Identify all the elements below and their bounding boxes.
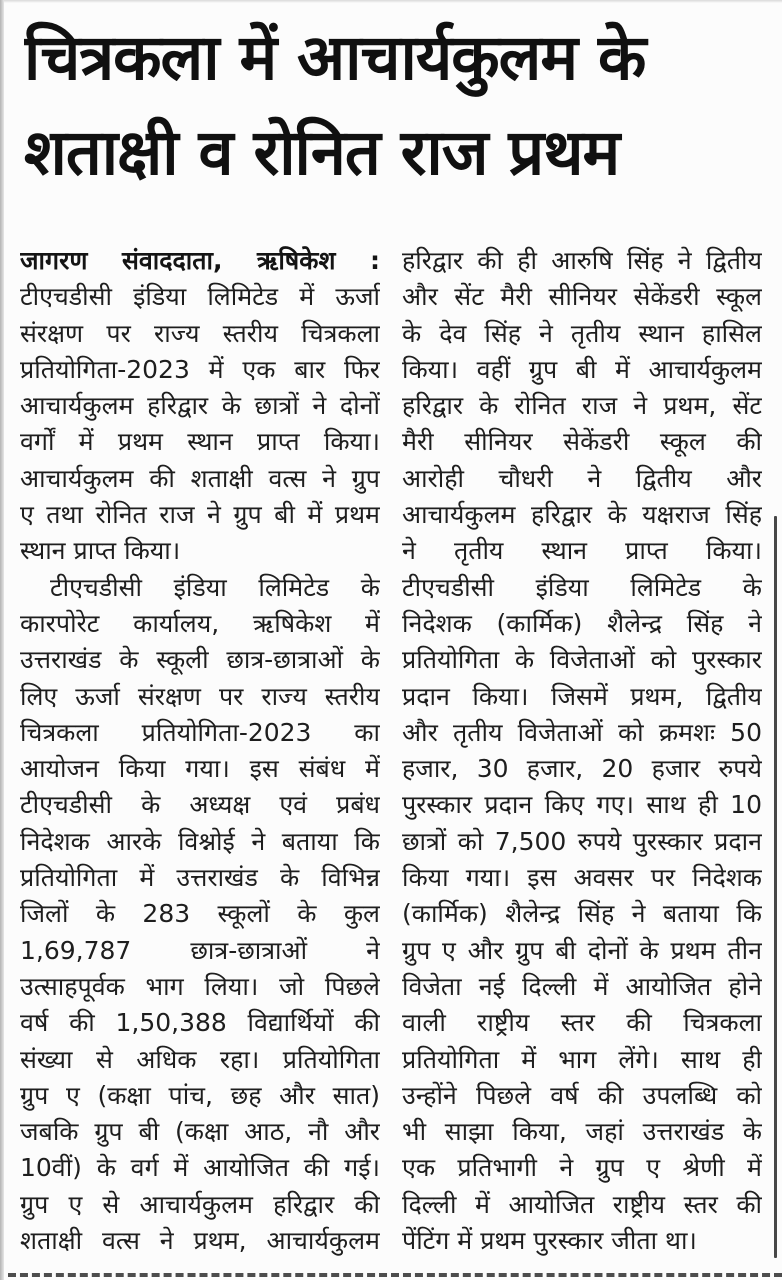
article-line: टीएचडीसी के अध्यक्ष एवं प्रबंध xyxy=(20,790,380,820)
article-line: के देव सिंह ने तृतीय स्थान हासिल xyxy=(402,318,762,348)
article-line: भी साझा किया, जहां उत्तराखंड के xyxy=(402,1117,762,1147)
scan-edge-top xyxy=(0,0,782,3)
article-line: आचार्यकुलम हरिद्वार के यक्षराज सिंह xyxy=(402,500,762,530)
headline-line-1: चित्रकला में आचार्यकुलम के xyxy=(24,21,646,94)
article-line: स्थान प्राप्त किया। xyxy=(20,536,181,566)
article-line: किया गया। इस अवसर पर निदेशक xyxy=(402,863,762,893)
headline xyxy=(24,10,774,200)
article-line: पुरस्कार प्रदान किए गए। साथ ही 10 xyxy=(402,790,762,820)
article-line: निदेशक (कार्मिक) शैलेन्द्र सिंह ने xyxy=(402,608,762,638)
article-line: प्रदान किया। जिसमें प्रथम, द्वितीय xyxy=(402,681,762,711)
article-line: 10वीं) के वर्ग में आयोजित की गई। xyxy=(20,1153,380,1183)
article-line: प्रतियोगिता में भाग लेंगे। साथ ही xyxy=(402,1044,762,1074)
article-line: ग्रुप ए (कक्षा पांच, छह और सात) xyxy=(20,1080,380,1110)
article-line: टीएचडीसी इंडिया लिमिटेड के xyxy=(402,572,762,602)
article-line: वर्गों में प्रथम स्थान प्राप्त किया। xyxy=(20,427,380,457)
article-line: एक प्रतिभागी ने ग्रुप ए श्रेणी में xyxy=(402,1153,762,1183)
article-line: टीएचडीसी इंडिया लिमिटेड में ऊर्जा xyxy=(20,282,380,312)
article-line: (कार्मिक) शैलेन्द्र सिंह ने बताया कि xyxy=(402,899,762,929)
article-line: हरिद्वार के रोनित राज ने प्रथम, सेंट xyxy=(402,391,762,421)
article-line: आरोही चौधरी ने द्वितीय और xyxy=(402,463,762,493)
article-line: कारपोरेट कार्यालय, ऋषिकेश में xyxy=(20,608,380,638)
article-line: आचार्यकुलम हरिद्वार के छात्रों ने दोनों xyxy=(20,391,380,421)
article-line: वर्ष की 1,50,388 विद्यार्थियों की xyxy=(20,1008,380,1038)
article-column-left xyxy=(20,243,380,1259)
article-line: और तृतीय विजेताओं को क्रमशः 50 xyxy=(402,717,762,747)
article-line: आयोजन किया गया। इस संबंध में xyxy=(20,754,380,784)
article-line: लिए ऊर्जा संरक्षण पर राज्य स्तरीय xyxy=(20,681,380,711)
article-line: हजार, 30 हजार, 20 हजार रुपये xyxy=(402,754,762,784)
headline-line-2: शताक्षी व रोनित राज प्रथम xyxy=(24,116,620,189)
bottom-dashed-rule xyxy=(8,1273,782,1277)
article-line: उत्साहपूर्वक भाग लिया। जो पिछले xyxy=(20,971,380,1001)
article-line: ने तृतीय स्थान प्राप्त किया। xyxy=(402,536,762,566)
article-line: जिलों के 283 स्कूलों के कुल xyxy=(20,899,380,929)
article-line: प्रतियोगिता के विजेताओं को पुरस्कार xyxy=(402,645,762,675)
byline: जागरण संवाददाता, ऋषिकेश : xyxy=(20,246,380,275)
article-line: उन्होंने पिछले वर्ष की उपलब्धि को xyxy=(402,1080,762,1110)
scan-edge-left xyxy=(0,0,4,1280)
article-column-right xyxy=(402,243,762,1259)
article-line: प्रतियोगिता में उत्तराखंड के विभिन्न xyxy=(20,863,380,893)
article-body xyxy=(20,243,762,1259)
article-line: चित्रकला प्रतियोगिता-2023 का xyxy=(20,717,380,747)
article-line: ग्रुप ए से आचार्यकुलम हरिद्वार की xyxy=(20,1189,380,1219)
article-line: प्रतियोगिता-2023 में एक बार फिर xyxy=(20,354,380,384)
article-line: वाली राष्ट्रीय स्तर की चित्रकला xyxy=(402,1008,762,1038)
article-line: टीएचडीसी इंडिया लिमिटेड के xyxy=(50,572,380,602)
article-line: ए तथा रोनित राज ने ग्रुप बी में प्रथम xyxy=(20,500,380,530)
article-line: जबकि ग्रुप बी (कक्षा आठ, नौ और xyxy=(20,1117,380,1147)
article-line: और सेंट मैरी सीनियर सेकेंडरी स्कूल xyxy=(402,282,762,312)
article-line: किया। वहीं ग्रुप बी में आचार्यकुलम xyxy=(402,354,762,384)
article-line: हरिद्वार की ही आरुषि सिंह ने द्वितीय xyxy=(402,246,762,275)
article-line: 1,69,787 छात्र-छात्राओं ने xyxy=(20,935,380,965)
article-line: संरक्षण पर राज्य स्तरीय चित्रकला xyxy=(20,318,380,348)
article-line: शताक्षी वत्स ने प्रथम, आचार्यकुलम xyxy=(20,1226,380,1256)
article-line: मैरी सीनियर सेकेंडरी स्कूल की xyxy=(402,427,762,457)
article-line: उत्तराखंड के स्कूली छात्र-छात्राओं के xyxy=(20,645,380,675)
article-line: आचार्यकुलम की शताक्षी वत्स ने ग्रुप xyxy=(20,463,380,493)
article-line: पेंटिंग में प्रथम पुरस्कार जीता था। xyxy=(402,1226,697,1256)
article-line: विजेता नई दिल्ली में आयोजित होने xyxy=(402,971,762,1001)
article-line: संख्या से अधिक रहा। प्रतियोगिता xyxy=(20,1044,380,1074)
column-rule xyxy=(774,516,777,1258)
article-line: दिल्ली में आयोजित राष्ट्रीय स्तर की xyxy=(402,1189,762,1219)
article-line: ग्रुप ए और ग्रुप बी दोनों के प्रथम तीन xyxy=(402,935,762,965)
article-line: छात्रों को 7,500 रुपये पुरस्कार प्रदान xyxy=(402,826,762,856)
article-line: निदेशक आरके विश्नोई ने बताया कि xyxy=(20,826,380,856)
